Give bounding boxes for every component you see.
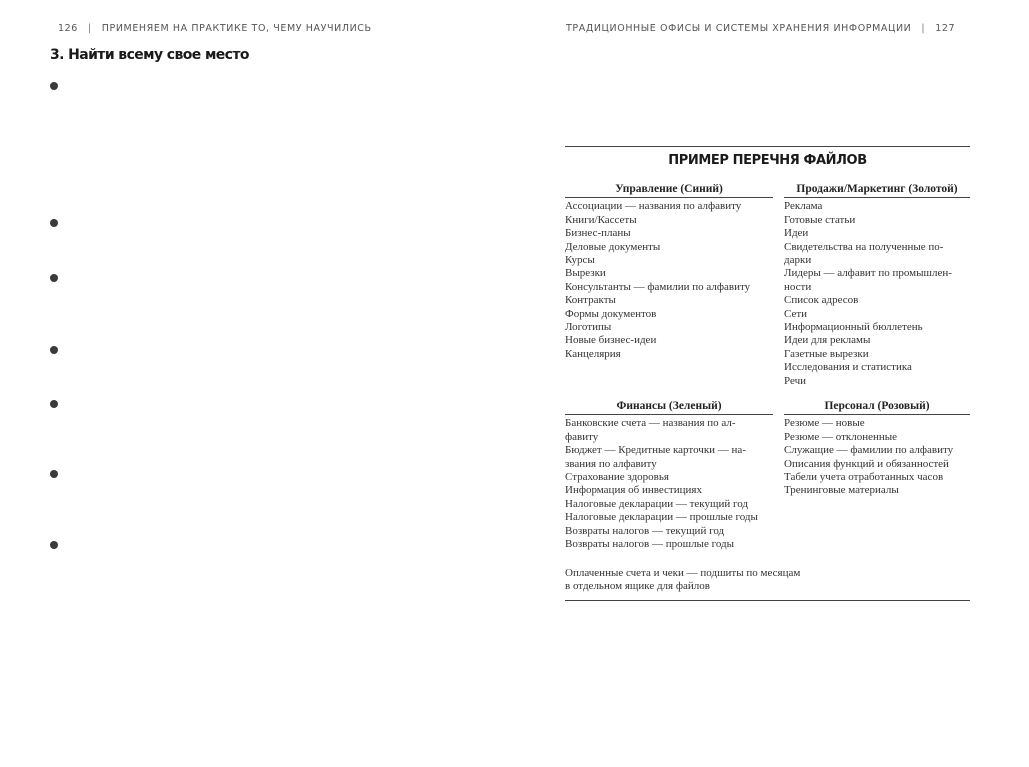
file-item: Резюме — отклоненные [784, 430, 898, 443]
file-item: Идеи для рекламы [784, 334, 871, 347]
file-item: Речи [784, 374, 806, 387]
note-line: Оплаченные счета и чеки — подшиты по месяцам [565, 567, 801, 579]
section-title: 3. Найти всему свое место [50, 47, 249, 63]
file-item: Возвраты налогов — текущий год [565, 524, 725, 537]
file-list-title: ПРИМЕР ПЕРЕЧНЯ ФАЙЛОВ [668, 153, 867, 168]
file-items [565, 417, 773, 551]
file-item: Книги/Кассеты [565, 213, 637, 226]
file-item: Сети [784, 307, 808, 320]
file-item: Свидетельства на полученные по- [784, 240, 944, 253]
file-column-sales-marketing [784, 183, 970, 388]
right-head-separator: | [921, 23, 926, 34]
file-item: ности [784, 280, 812, 293]
file-item: фавиту [565, 430, 599, 443]
file-item: Готовые статьи [784, 213, 856, 226]
bullet-icon [50, 541, 58, 549]
paid-bills-note [565, 567, 865, 594]
file-item: Канцелярия [565, 347, 621, 360]
bullet-icon [50, 346, 58, 354]
column-heading: Управление (Синий) [565, 183, 773, 198]
left-running-head-text: ПРИМЕНЯЕМ НА ПРАКТИКЕ ТО, ЧЕМУ НАУЧИЛИСЬ [101, 23, 372, 34]
file-item: Информация об инвестициях [565, 484, 702, 497]
column-heading: Финансы (Зеленый) [565, 400, 773, 415]
file-item: Налоговые декларации — прошлые годы [565, 511, 758, 524]
file-item: Описания функций и обязанностей [784, 457, 949, 470]
file-list-box-bottom-rule [565, 600, 970, 601]
file-item: Газетные вырезки [784, 347, 869, 360]
right-running-head-text: ТРАДИЦИОННЫЕ ОФИСЫ И СИСТЕМЫ ХРАНЕНИЯ ИНФОРМАЦИИ [566, 23, 912, 34]
file-item: Резюме — новые [784, 417, 865, 430]
file-item: Банковские счета — названия по ал- [565, 417, 736, 430]
left-head-separator: | [87, 23, 92, 34]
file-item: Бизнес-планы [565, 227, 631, 240]
file-item: Логотипы [565, 321, 612, 334]
file-item: Бюджет — Кредитные карточки — на- [565, 444, 746, 457]
file-item: Деловые документы [565, 240, 661, 253]
file-item: Возвраты налогов — прошлые годы [565, 538, 734, 551]
left-running-head [58, 23, 372, 34]
file-item: Новые бизнес-идеи [565, 334, 657, 347]
bullet-icon [50, 219, 58, 227]
note-line: в отдельном ящике для файлов [565, 580, 710, 593]
file-item: дарки [784, 254, 812, 267]
file-items [784, 417, 970, 497]
file-column-finance [565, 400, 773, 551]
bullet-icon [50, 400, 58, 408]
file-items [565, 200, 773, 361]
file-item: Тренинговые материалы [784, 484, 899, 497]
file-item: Вырезки [565, 267, 606, 280]
file-item: Курсы [565, 254, 595, 267]
bullet-icon [50, 274, 58, 282]
column-heading: Продажи/Маркетинг (Золотой) [784, 183, 970, 198]
file-item: Лидеры — алфавит по промышлен- [784, 267, 952, 280]
file-item: Страхование здоровья [565, 471, 669, 484]
file-item: звания по алфавиту [565, 457, 657, 470]
file-item: Информационный бюллетень [784, 321, 923, 334]
file-item: Идеи [784, 227, 809, 240]
right-running-head [566, 23, 955, 34]
left-page [0, 0, 514, 767]
right-page [514, 0, 1029, 767]
column-heading: Персонал (Розовый) [784, 400, 970, 415]
file-item: Исследования и статистика [784, 361, 912, 374]
file-item: Ассоциации — названия по алфавиту [565, 200, 742, 213]
file-items [784, 200, 970, 388]
file-list-box-top-rule [565, 146, 970, 147]
file-item: Налоговые декларации — текущий год [565, 497, 748, 510]
file-item: Консультанты — фамилии по алфавиту [565, 280, 751, 293]
file-item: Табели учета отработанных часов [784, 471, 944, 484]
file-item: Служащие — фамилии по алфавиту [784, 444, 954, 457]
file-column-personnel [784, 400, 970, 498]
file-item: Контракты [565, 294, 616, 307]
file-item: Формы документов [565, 307, 657, 320]
bullet-icon [50, 82, 58, 90]
file-item: Реклама [784, 200, 823, 213]
right-page-number: 127 [935, 23, 956, 34]
file-item: Список адресов [784, 294, 859, 307]
left-page-number: 126 [58, 23, 78, 34]
bullet-icon [50, 470, 58, 478]
file-column-management [565, 183, 773, 361]
